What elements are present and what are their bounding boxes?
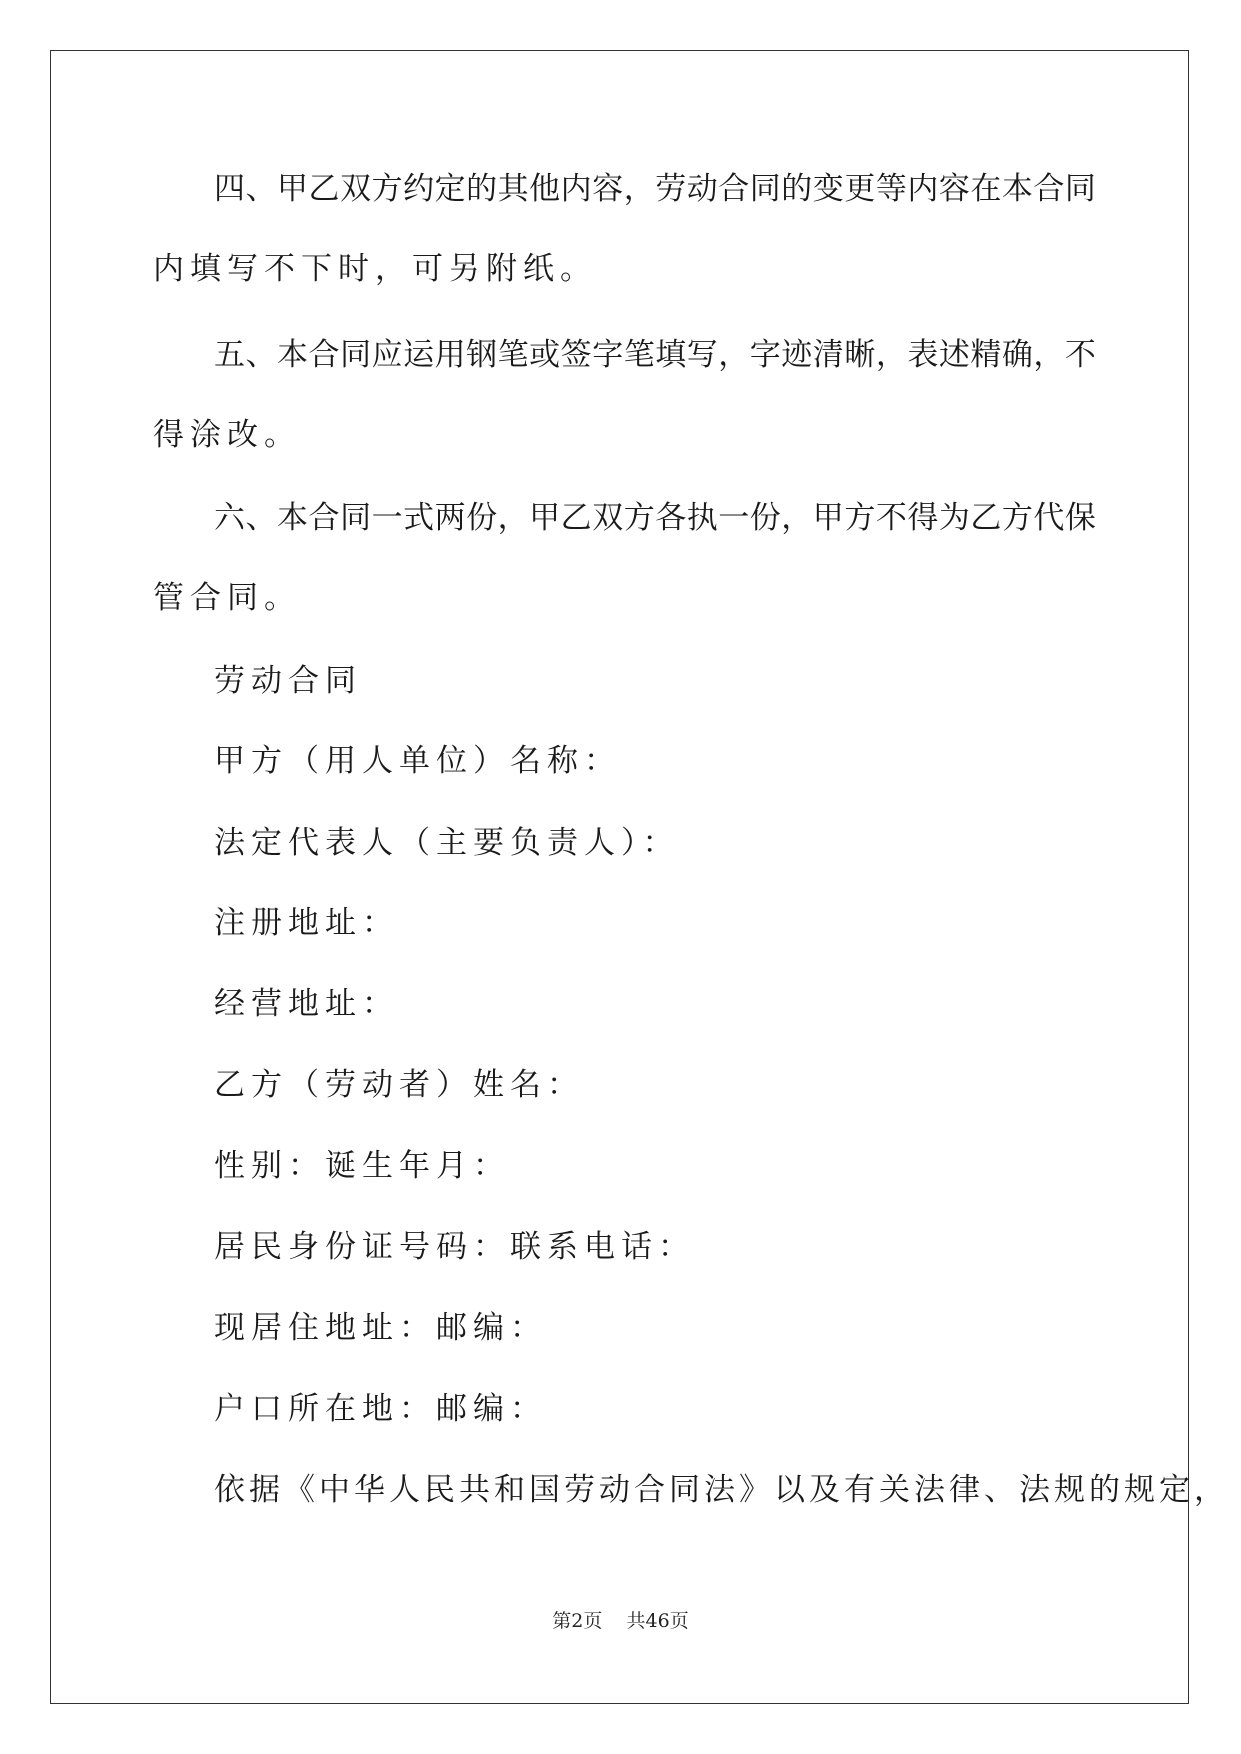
char: 动 — [686, 171, 718, 207]
char: 六 — [214, 500, 245, 536]
char: ， — [497, 500, 529, 536]
char: 乙 — [970, 500, 1002, 536]
char: 一 — [718, 500, 750, 536]
char: 述 — [938, 337, 970, 373]
char: ， — [718, 337, 750, 373]
char: 他 — [529, 171, 561, 207]
char: ， — [623, 171, 655, 207]
char: 双 — [340, 171, 372, 207]
footer-total-pages: 46 — [645, 1610, 670, 1632]
clause-5-line-2: 得涂改。 — [153, 417, 301, 453]
footer-page-unit: 页 — [583, 1610, 603, 1632]
page-border — [50, 50, 1189, 1704]
char: 、 — [245, 171, 277, 207]
char: 同 — [749, 171, 781, 207]
hukou-address-field: 户口所在地：邮编： — [214, 1391, 547, 1427]
char: 等 — [875, 171, 907, 207]
char: 不 — [875, 500, 907, 536]
char: 两 — [434, 500, 466, 536]
char: 为 — [938, 500, 970, 536]
char: ， — [1033, 337, 1065, 373]
footer-total-unit: 页 — [669, 1610, 689, 1632]
char: 代 — [1033, 500, 1065, 536]
legal-basis-line: 依据《中华人民共和国劳动合同法》以及有关法律、法规的规定， — [214, 1472, 1229, 1508]
char: 变 — [812, 171, 844, 207]
party-b-name-field: 乙方（劳动者）姓名： — [214, 1067, 584, 1103]
char: 保 — [1064, 500, 1096, 536]
char: 、 — [245, 500, 277, 536]
char: 迹 — [781, 337, 813, 373]
char: 约 — [403, 171, 435, 207]
char: 定 — [434, 171, 466, 207]
residence-address-field: 现居住地址：邮编： — [214, 1310, 547, 1346]
char: 合 — [1033, 171, 1065, 207]
id-phone-field: 居民身份证号码：联系电话： — [214, 1229, 695, 1265]
char: 各 — [655, 500, 687, 536]
char: 精 — [970, 337, 1002, 373]
clause-6-line-1 — [214, 498, 1096, 538]
page-footer — [0, 1609, 1241, 1633]
char: 字 — [749, 337, 781, 373]
char: 在 — [970, 171, 1002, 207]
char: 的 — [466, 171, 498, 207]
char: 乙 — [308, 171, 340, 207]
char: 写 — [686, 337, 718, 373]
char: 份 — [466, 500, 498, 536]
char: 得 — [907, 500, 939, 536]
char: 的 — [781, 171, 813, 207]
char: 其 — [497, 171, 529, 207]
char: 内 — [560, 171, 592, 207]
char: 份 — [749, 500, 781, 536]
char: 甲 — [529, 500, 561, 536]
char: 执 — [686, 500, 718, 536]
party-a-name-field: 甲方（用人单位）名称： — [214, 743, 621, 779]
footer-total-label: 共 — [626, 1610, 646, 1632]
char: 表 — [907, 337, 939, 373]
char: 同 — [340, 500, 372, 536]
char: 填 — [655, 337, 687, 373]
char: 不 — [1064, 337, 1096, 373]
char: 清 — [812, 337, 844, 373]
footer-page-number: 2 — [571, 1610, 584, 1632]
char: 同 — [1064, 171, 1096, 207]
char: ， — [875, 337, 907, 373]
char: 笔 — [497, 337, 529, 373]
char: 确 — [1001, 337, 1033, 373]
char: 合 — [308, 337, 340, 373]
char: 一 — [371, 500, 403, 536]
char: 内 — [907, 171, 939, 207]
clause-4-line-2: 内填写不下时，可另附纸。 — [153, 251, 597, 287]
char: 本 — [1001, 171, 1033, 207]
char: 笔 — [623, 337, 655, 373]
char: 更 — [844, 171, 876, 207]
char: 容 — [938, 171, 970, 207]
char: 方 — [623, 500, 655, 536]
business-address-field: 经营地址： — [214, 986, 399, 1022]
clause-6-line-2: 管合同。 — [153, 580, 301, 616]
char: ， — [781, 500, 813, 536]
char: 甲 — [277, 171, 309, 207]
char: 字 — [592, 337, 624, 373]
char: 乙 — [560, 500, 592, 536]
char: 四 — [214, 171, 245, 207]
char: 或 — [529, 337, 561, 373]
char: 方 — [844, 500, 876, 536]
char: 五 — [214, 337, 245, 373]
char: 劳 — [655, 171, 687, 207]
char: 容 — [592, 171, 624, 207]
registered-address-field: 注册地址： — [214, 905, 399, 941]
char: 晰 — [844, 337, 876, 373]
char: 方 — [1001, 500, 1033, 536]
char: 、 — [245, 337, 277, 373]
char: 合 — [718, 171, 750, 207]
char: 本 — [277, 500, 309, 536]
char: 签 — [560, 337, 592, 373]
char: 应 — [371, 337, 403, 373]
char: 钢 — [466, 337, 498, 373]
clause-4-line-1 — [214, 169, 1096, 209]
char: 式 — [403, 500, 435, 536]
char: 本 — [277, 337, 309, 373]
gender-birth-field: 性别：诞生年月： — [214, 1148, 510, 1184]
char: 合 — [308, 500, 340, 536]
char: 用 — [434, 337, 466, 373]
char: 方 — [371, 171, 403, 207]
clause-5-line-1 — [214, 335, 1096, 375]
contract-title: 劳动合同 — [214, 663, 362, 699]
legal-representative-field: 法定代表人（主要负责人）： — [214, 825, 680, 861]
footer-page-label: 第 — [552, 1610, 572, 1632]
char: 甲 — [812, 500, 844, 536]
char: 运 — [403, 337, 435, 373]
char: 同 — [340, 337, 372, 373]
char: 双 — [592, 500, 624, 536]
